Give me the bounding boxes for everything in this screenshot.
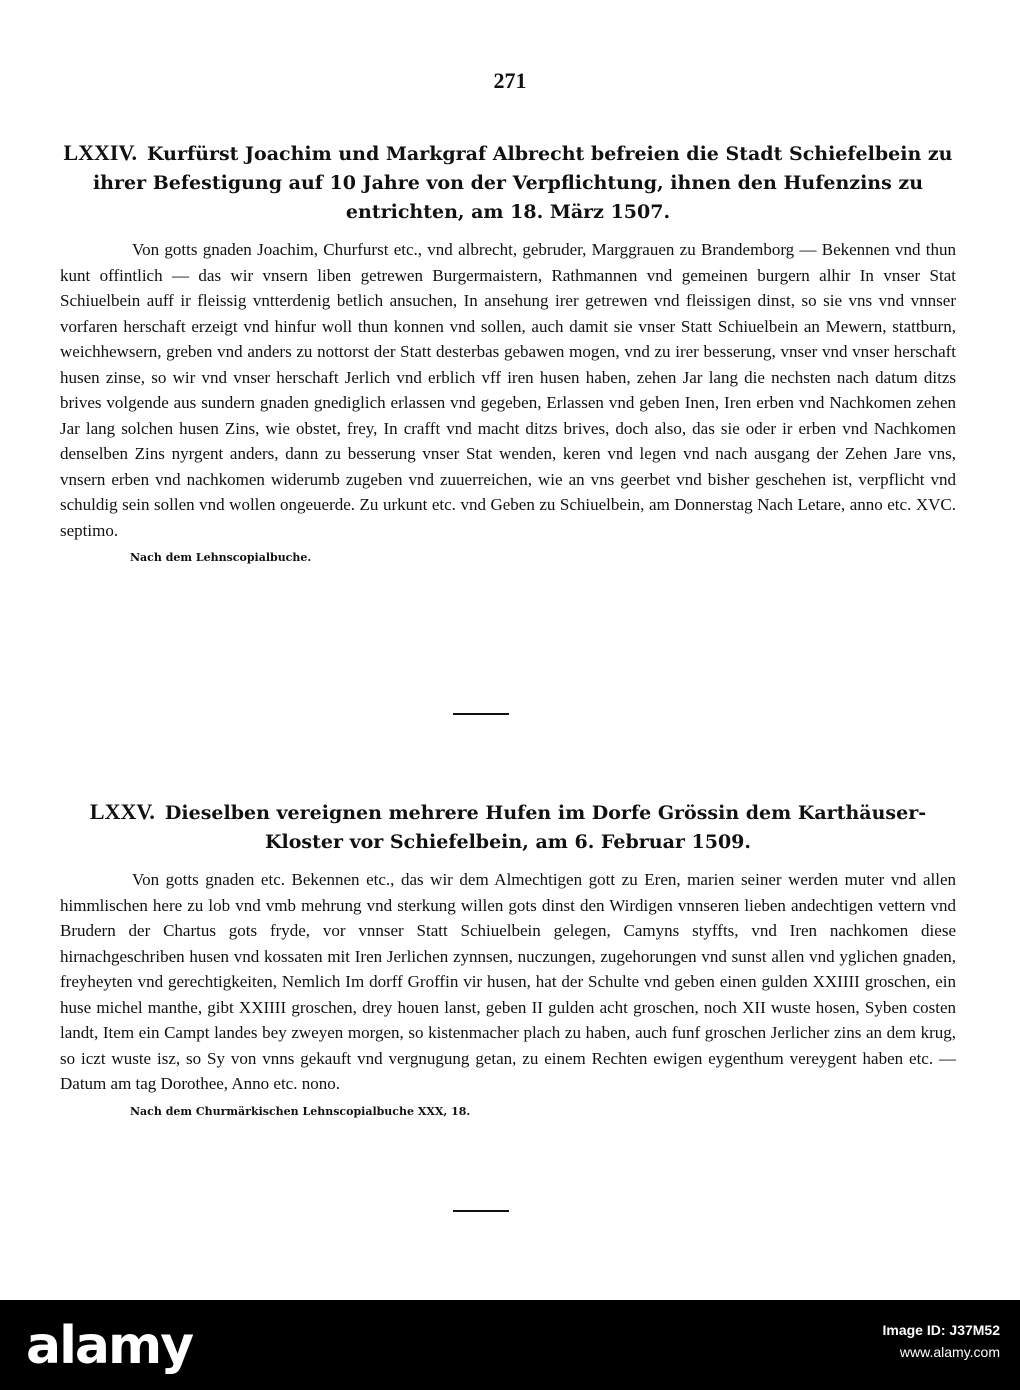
section-divider <box>453 1210 509 1212</box>
watermark-bar <box>0 1300 1020 1390</box>
document-heading <box>58 138 958 227</box>
document-title: Kurfürst Joachim und Markgraf Albrecht befreien die Stadt Schiefelbein zu ihrer Befestigung auf 10 Jahre von der Verpflichtung, ihnen den Hufenzins zu entrichten, am 18. März 1507. <box>92 143 953 223</box>
page-number: 271 <box>493 68 527 93</box>
document-number: LXXIV. <box>63 140 138 165</box>
document-lxxiv <box>58 138 958 564</box>
document-title: Dieselben vereignen mehrere Hufen im Dorfe Grössin dem Karthäuser-Kloster vor Schiefelbein, am 6. Februar 1509. <box>164 802 927 853</box>
image-id-label: Image ID: J37M52 <box>882 1322 1000 1338</box>
watermark-url: www.alamy.com <box>899 1344 1000 1360</box>
watermark-meta <box>883 1322 1001 1360</box>
document-number: LXXV. <box>89 799 155 824</box>
document-lxxv <box>58 797 958 1118</box>
document-heading <box>58 797 958 857</box>
document-source-note: Nach dem Lehnscopialbuche. <box>130 551 312 564</box>
document-source-note: Nach dem Churmärkischen Lehnscopialbuche XXX, 18. <box>130 1104 471 1118</box>
alamy-logo: alamy <box>26 1316 193 1376</box>
document-body: Von gotts gnaden etc. Bekennen etc., das wir dem Almechtigen gott zu Eren, marien seiner werden muter vnd allen himmlischen here zu lob vnd vmb mehrung vnd sterkung willen gots dinst den Wirdigen vnnseren lieben andechtigen vettern vnd Brudern der Chartus gots fryde, vor vnnser Statt Schiuelbein gelegen, Camyns styffts, vnd Iren nachkomen diese hirnachgeschriben husen vnd kossaten mit Iren Jerlichen zynnsen, nuczungen, zugehorungen vnd sunst allen vnd yglichen gnaden, freyheyten vnd gerechtigkeiten, Nemlich Im dorff Groffin vir husen, hat der Schulte vnd geben einen gulden XXIIII groschen, ein huse michel manthe, gibt XXIIII groschen, drey houen lanst, geben II gulden acht groschen, noch XII wuste hosen, Syben costen landt, Item ein Campt landes bey zweyen morgen, so kistenmacher plach zu haben, auch funf groschen Jerlicher zins an dem krug, so iczt wuste isz, so Sy von vnns gekauft vnd vergnugung getan, zu einem Rechten ewigen eygenthum vereygent haben etc. — Datum am tag Dorothee, Anno etc. nono. <box>60 870 956 1093</box>
section-divider <box>453 713 509 715</box>
document-body: Von gotts gnaden Joachim, Churfurst etc., vnd albrecht, gebruder, Marggrauen zu Brandemborg — Bekennen vnd thun kunt offintlich — das wir vnsern liben getrewen Burgermaistern, Rathmannen vnd gemeinen burgern alhir In vnser Stat Schiuelbein auff ir fleissig vntterdenig betlich ansuchen, In ansehung irer getrewen vnd fleissigen dinst, so sie vns vnd vnnser vorfaren herschaft erzeigt vnd hinfur woll thun konnen vnd sollen, auch damit sie vnser Statt Schiuelbein an Mewern, stattburn, weichhewsern, greben vnd anders zu nottorst der Statt desterbas gebawen mogen, vnd zu irer besserung, vnser vnd vnser herschaft husen zinse, so wir vnd vnser herschaft Jerlich vnd erblich vff iren husen haben, zehen Jar lang die nechsten nach datum ditzs brives volgende aus sundern gnaden gnediglich erlassen vnd gegeben, Erlassen vnd geben Inen, Iren erben vnd Nachkomen zehen Jar lang solchen husen Zins, wie obstet, frey, In crafft vnd macht ditzs brives, doch also, das sie oder ir erben vnd Nachkomen denselben Zins nyrgent anders, dann zu besserung vnser Stat wenden, keren vnd legen vnd nach ausgang der Zehen Jare vns, vnsern erben vnd nachkomen widerumb zugeben vnd zuuerreichen, wie an vns geerbet vnd bisher geschehen ist, verpflicht vnd schuldig sein sollen vnd wollen ongeuerde. Zu urkunt etc. vnd Geben zu Schiuelbein, am Donnerstag Nach Letare, anno etc. XVC. septimo. <box>60 240 956 540</box>
